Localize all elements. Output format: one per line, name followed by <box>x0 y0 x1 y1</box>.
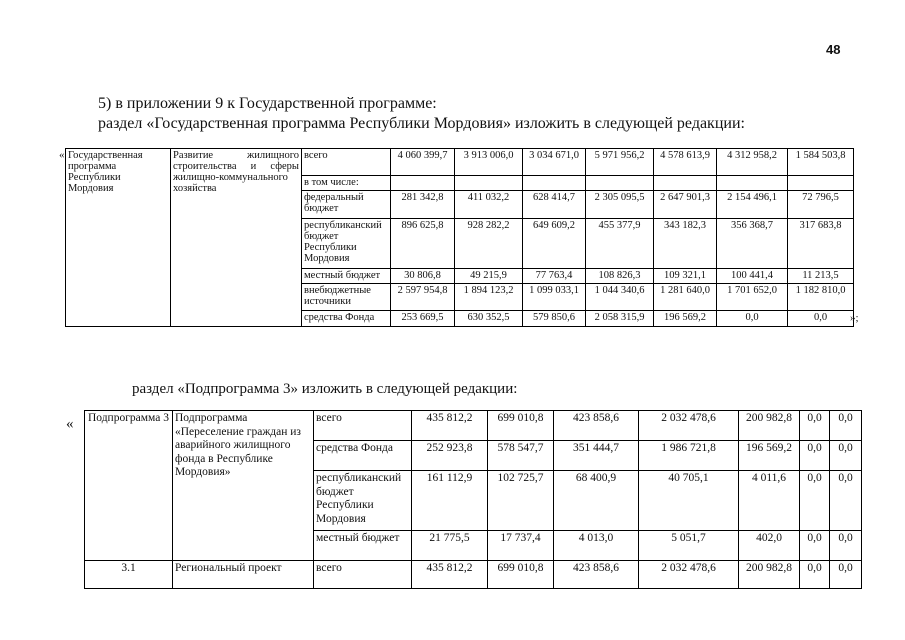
row-label: местный бюджет <box>302 269 391 284</box>
value-cell: 102 725,7 <box>488 471 554 531</box>
program-name-cell: Государственная программа Республики Мордовия <box>66 149 171 327</box>
row-label: местный бюджет <box>314 531 412 561</box>
value-cell: 0,0 <box>800 471 830 531</box>
value-cell: 200 982,8 <box>739 561 800 589</box>
subprogram-name-cell: Подпрограмма «Переселение граждан из аварийного жилищного фонда в Республике Мордовия» <box>173 411 314 561</box>
value-cell: 0,0 <box>800 411 830 441</box>
value-cell: 281 342,8 <box>391 191 455 219</box>
row-label: республиканский бюджет Республики Мордовия <box>314 471 412 531</box>
row-label: всего <box>314 561 412 589</box>
value-cell: 17 737,4 <box>488 531 554 561</box>
value-cell: 100 441,4 <box>717 269 788 284</box>
value-cell <box>586 176 654 191</box>
value-cell: 0,0 <box>830 561 862 589</box>
value-cell: 628 414,7 <box>523 191 586 219</box>
project-code-cell: 3.1 <box>85 561 173 589</box>
value-cell <box>788 176 854 191</box>
value-cell: 200 982,8 <box>739 411 800 441</box>
value-cell: 343 182,3 <box>654 219 717 269</box>
value-cell: 630 352,5 <box>455 311 523 327</box>
row-label: внебюджетные источники <box>302 284 391 311</box>
table1-close-quote: »; <box>850 312 859 324</box>
value-cell: 0,0 <box>788 311 854 327</box>
value-cell <box>523 176 586 191</box>
project-name-cell: Региональный проект <box>173 561 314 589</box>
value-cell: 928 282,2 <box>455 219 523 269</box>
value-cell: 1 099 033,1 <box>523 284 586 311</box>
value-cell: 2 032 478,6 <box>639 411 739 441</box>
value-cell: 0,0 <box>830 411 862 441</box>
table-row <box>85 411 862 441</box>
value-cell: 0,0 <box>800 441 830 471</box>
value-cell: 1 894 123,2 <box>455 284 523 311</box>
value-cell: 196 569,2 <box>654 311 717 327</box>
row-label: средства Фонда <box>302 311 391 327</box>
value-cell: 1 182 810,0 <box>788 284 854 311</box>
value-cell <box>391 176 455 191</box>
value-cell: 40 705,1 <box>639 471 739 531</box>
value-cell: 161 112,9 <box>412 471 488 531</box>
page-number: 48 <box>826 42 841 57</box>
table2-open-quote: « <box>66 416 74 432</box>
intro-line-2: раздел «Государственная программа Республики Мордовия» изложить в следующей редакции: <box>98 115 745 132</box>
value-cell: 5 971 956,2 <box>586 149 654 176</box>
row-label: в том числе: <box>302 176 391 191</box>
value-cell: 699 010,8 <box>488 561 554 589</box>
value-cell <box>654 176 717 191</box>
subprogram-table <box>84 410 862 589</box>
value-cell: 402,0 <box>739 531 800 561</box>
value-cell: 3 034 671,0 <box>523 149 586 176</box>
value-cell: 0,0 <box>830 531 862 561</box>
value-cell: 4 060 399,7 <box>391 149 455 176</box>
value-cell: 1 986 721,8 <box>639 441 739 471</box>
value-cell: 435 812,2 <box>412 411 488 441</box>
value-cell: 0,0 <box>717 311 788 327</box>
value-cell: 3 913 006,0 <box>455 149 523 176</box>
table1-open-quote: « <box>59 149 65 161</box>
value-cell: 4 011,6 <box>739 471 800 531</box>
value-cell: 896 625,8 <box>391 219 455 269</box>
value-cell: 2 154 496,1 <box>717 191 788 219</box>
value-cell: 1 044 340,6 <box>586 284 654 311</box>
value-cell: 5 051,7 <box>639 531 739 561</box>
value-cell: 253 669,5 <box>391 311 455 327</box>
value-cell: 1 584 503,8 <box>788 149 854 176</box>
value-cell: 2 032 478,6 <box>639 561 739 589</box>
value-cell: 411 032,2 <box>455 191 523 219</box>
value-cell: 423 858,6 <box>554 411 639 441</box>
value-cell: 0,0 <box>800 531 830 561</box>
value-cell: 2 647 901,3 <box>654 191 717 219</box>
table-row <box>85 561 862 589</box>
value-cell: 0,0 <box>830 471 862 531</box>
value-cell: 578 547,7 <box>488 441 554 471</box>
value-cell: 49 215,9 <box>455 269 523 284</box>
value-cell: 72 796,5 <box>788 191 854 219</box>
value-cell: 196 569,2 <box>739 441 800 471</box>
value-cell: 356 368,7 <box>717 219 788 269</box>
value-cell: 435 812,2 <box>412 561 488 589</box>
value-cell: 455 377,9 <box>586 219 654 269</box>
row-label: республиканский бюджет Республики Мордовия <box>302 219 391 269</box>
value-cell: 108 826,3 <box>586 269 654 284</box>
value-cell <box>717 176 788 191</box>
value-cell: 699 010,8 <box>488 411 554 441</box>
row-label: всего <box>302 149 391 176</box>
value-cell: 2 305 095,5 <box>586 191 654 219</box>
state-program-table <box>65 148 854 327</box>
value-cell: 109 321,1 <box>654 269 717 284</box>
row-label: средства Фонда <box>314 441 412 471</box>
value-cell: 649 609,2 <box>523 219 586 269</box>
value-cell <box>455 176 523 191</box>
value-cell: 317 683,8 <box>788 219 854 269</box>
value-cell: 1 281 640,0 <box>654 284 717 311</box>
value-cell: 4 312 958,2 <box>717 149 788 176</box>
value-cell: 252 923,8 <box>412 441 488 471</box>
value-cell: 2 597 954,8 <box>391 284 455 311</box>
program-goal-cell: Развитие жилищного строительства и сферы жилищно-коммунального хозяйства <box>171 149 302 327</box>
section-heading: раздел «Подпрограмма 3» изложить в следующей редакции: <box>132 381 518 397</box>
row-label: всего <box>314 411 412 441</box>
row-label: федеральный бюджет <box>302 191 391 219</box>
value-cell: 2 058 315,9 <box>586 311 654 327</box>
value-cell: 0,0 <box>830 441 862 471</box>
value-cell: 351 444,7 <box>554 441 639 471</box>
value-cell: 21 775,5 <box>412 531 488 561</box>
value-cell: 4 013,0 <box>554 531 639 561</box>
value-cell: 30 806,8 <box>391 269 455 284</box>
value-cell: 1 701 652,0 <box>717 284 788 311</box>
value-cell: 77 763,4 <box>523 269 586 284</box>
intro-line-1: 5) в приложении 9 к Государственной программе: <box>98 95 437 112</box>
value-cell: 68 400,9 <box>554 471 639 531</box>
value-cell: 579 850,6 <box>523 311 586 327</box>
table-row <box>66 149 854 176</box>
value-cell: 11 213,5 <box>788 269 854 284</box>
value-cell: 423 858,6 <box>554 561 639 589</box>
subprogram-code-cell: Подпрограмма 3 <box>85 411 173 561</box>
value-cell: 4 578 613,9 <box>654 149 717 176</box>
value-cell: 0,0 <box>800 561 830 589</box>
